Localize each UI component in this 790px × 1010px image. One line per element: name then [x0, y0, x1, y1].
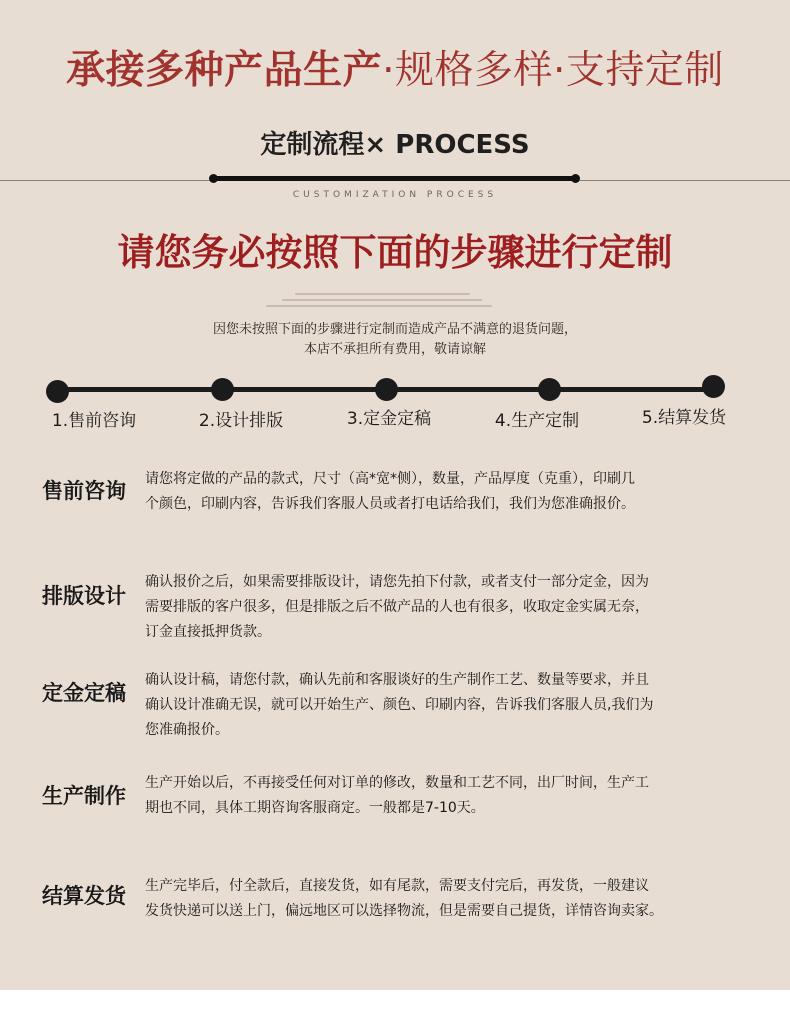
notice-text — [0, 320, 790, 360]
headline-strong: 承接多种产品生产 — [66, 48, 383, 93]
step-label-2: 2.设计排版 — [198, 411, 284, 431]
section-title-settlement: 结算发货 — [42, 884, 126, 908]
divider-dot-right — [571, 174, 580, 183]
customization-caption: CUSTOMIZATION PROCESS — [292, 190, 498, 200]
decorative-faint-line — [295, 293, 470, 295]
decorative-faint-line — [282, 299, 482, 301]
section-body-settlement: 生产完毕后，付全款后，直接发货，如有尾款，需要支付完后，再发货，一般建议 发货快递可以送上门，偏远地区可以选择物流，但是需要自己提货，详情咨询卖家。 — [145, 878, 663, 919]
decorative-faint-line — [266, 305, 492, 307]
headline-rest: ·规格多样·支持定制 — [382, 48, 724, 93]
timeline-dot — [211, 378, 234, 401]
section-title-deposit: 定金定稿 — [42, 681, 126, 705]
process-title: 定制流程× PROCESS — [260, 130, 530, 160]
section-body-production: 生产开始以后，不再接受任何对订单的修改，数量和工艺不同，出厂时间，生产工 期也不同，具体工期咨询客服商定。一般都是7-10天。 — [145, 775, 649, 816]
thick-divider — [213, 176, 575, 181]
timeline-dot — [46, 380, 69, 403]
step-label-4: 4.生产定制 — [494, 411, 580, 431]
timeline-dot — [538, 378, 561, 401]
section-title-presale: 售前咨询 — [42, 479, 126, 503]
step-label-5: 5.结算发货 — [641, 408, 727, 428]
section-body-design: 确认报价之后，如果需要排版设计，请您先拍下付款，或者支付一部分定金，因为 需要排版的客户很多，但是排版之后不做产品的人也有很多，收取定金实属无奈， 订金直接抵押货款。 — [145, 574, 649, 640]
section-title-production: 生产制作 — [42, 784, 126, 808]
timeline-dot — [375, 378, 398, 401]
section-body-presale: 请您将定做的产品的款式，尺寸（高*宽*侧），数量，产品厚度（克重），印刷几 个颜色，印刷内容，告诉我们客服人员或者打电话给我们，我们为您准确报价。 — [145, 471, 635, 512]
section-title-design: 排版设计 — [42, 584, 126, 608]
bottom-white-strip — [0, 990, 790, 1010]
step-label-3: 3.定金定稿 — [346, 409, 432, 429]
notice-line-1: 因您未按照下面的步骤进行定制而造成产品不满意的退货问题， — [212, 322, 577, 337]
divider-dot-left — [209, 174, 218, 183]
notice-line-2: 本店不承担所有费用，敬请谅解 — [303, 342, 486, 357]
page-headline — [0, 42, 790, 100]
timeline-dot — [702, 375, 725, 398]
section-body-deposit: 确认设计稿，请您付款，确认先前和客服谈好的生产制作工艺、数量等要求，并且 确认设计准确无误，就可以开始生产、颜色、印刷内容，告诉我们客服人员,我们为 您准确报价。 — [145, 672, 654, 738]
instruction-title: 请您务必按照下面的步骤进行定制 — [117, 231, 673, 274]
step-label-1: 1.售前咨询 — [51, 411, 137, 431]
